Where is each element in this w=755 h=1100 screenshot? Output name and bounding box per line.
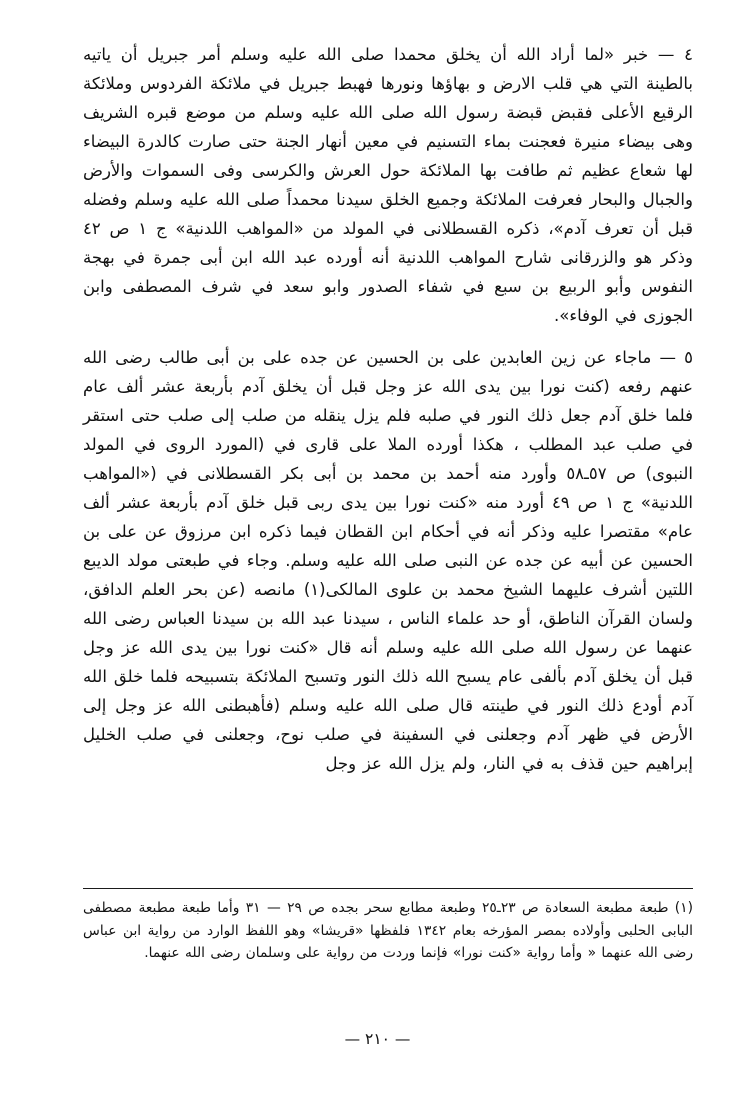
footnote-separator — [83, 888, 693, 889]
paragraph-item-5: ٥ — ماجاء عن زين العابدين على بن الحسين عن جده على بن أبى طالب رضى الله عنهم رفعه (كنت نورا بين يدى الله عز وجل قبل أن يخلق آدم بأربعة عشر ألف عام فلما خلق آدم جعل ذلك النور في صلبه فلم يزل ينقله من صلب إلى صلب حتى استقر في صلب عبد المطلب ، هكذا أورده الملا على قارى في (المورد الروى في المولد النبوى) ص ٥٧ـ٥٨ وأورد منه أحمد بن محمد بن أبى بكر القسطلانى في («المواهب اللدنية» ج ١ ص ٤٩ أورد منه «كنت نورا بين يدى ربى قبل خلق آدم بأربعة عشر ألف عام» مقتصرا عليه وذكر أنه في أحكام ابن القطان فيما ذكره ابن مرزوق عن على بن الحسين عن أبيه عن جده عن النبى صلى الله عليه وسلم. وجاء في طبعتى مولد الديبع اللتين أشرف عليهما الشيخ محمد بن علوى المالكى(١) مانصه (عن بحر العلم الدافق، ولسان القرآن الناطق، أو حد علماء الناس ، سيدنا عبد الله بن سيدنا العباس رضى الله عنهما عن رسول الله صلى الله عليه وسلم أنه قال «كنت نورا بين يدى الله عز وجل قبل أن يخلق آدم بألفى عام يسبح الله ذلك النور وتسبح الملائكة بتسبيحه فلما خلق الله آدم أودع ذلك النور في طينته قال صلى الله عليه وسلم (فأهبطنى الله عز وجل إلى الأرض في ظهر آدم وجعلنى في السفينة في صلب نوح، وجعلنى في صلب الخليل إبراهيم حين قذف به في النار، ولم يزل الله عز وجل — [83, 348, 693, 773]
paragraph-item-4: ٤ — خبر «لما أراد الله أن يخلق محمدا صلى الله عليه وسلم أمر جبريل أن ياتيه بالطينة التي هي قلب الارض و بهاؤها ونورها فهبط جبريل في ملائكة الفردوس وملائكة الرقيع الأعلى فقبض قبضة رسول الله صلى الله عليه وسلم من موضع قبره الشريف وهى بيضاء منيرة فعجنت بماء التسنيم في معين أنهار الجنة حتى صارت كالدرة البيضاء لها شعاع عظيم ثم طافت بها الملائكة حول العرش والكرسى وفى السموات والأرض والجبال والبحار فعرفت الملائكة وجميع الخلق سيدنا محمداً صلى الله عليه وسلم وفضله قبل أن تعرف آدم»، ذكره القسطلانى في المولد من «المواهب اللدنية» ج ١ ص ٤٢ وذكر هو والزرقانى شارح المواهب اللدنية أنه أورده عبد الله ابن أبى جمرة في بهجة النفوس وأبو الربيع بن سبع في شفاء الصدور وابو سعد في شرف المصطفى وابن الجوزى في الوفاء». — [83, 45, 693, 325]
page-number: — ٢١٠ — — [344, 1030, 411, 1048]
body-text-block — [83, 40, 693, 791]
footnote-text: (١) طبعة مطبعة السعادة ص ٢٣ـ٢٥ وطبعة مطابع سحر بجده ص ٢٩ — ٣١ وأما طبعة مطبعة مصطفى البابى الحلبى وأولاده بمصر المؤرخه بعام ١٣٤٢ فلفظها «قريشا» وهو اللفظ الوارد من رواية ابن عباس رضى الله عنهما « وأما رواية «كنت نورا» فإنما وردت من رواية على وسلمان رضى الله عنهما. — [83, 900, 693, 961]
